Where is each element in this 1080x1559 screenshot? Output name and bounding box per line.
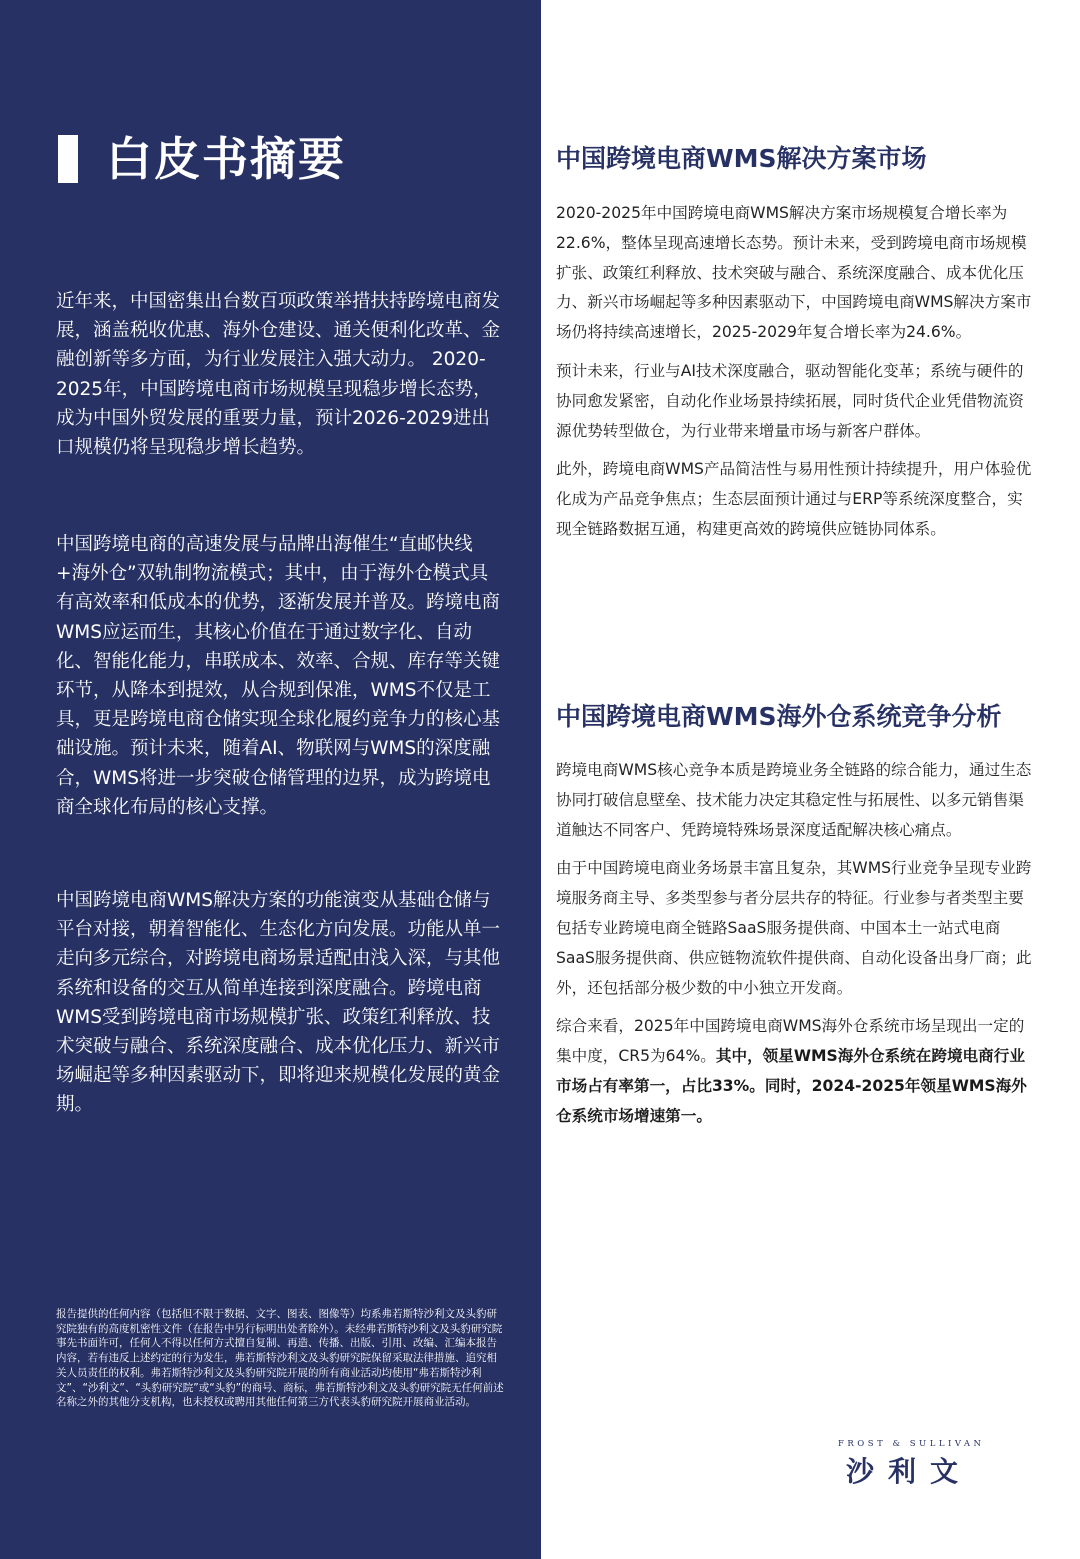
section-paragraph: 此外，跨境电商WMS产品简洁性与易用性预计持续提升，用户体验优化成为产品竞争焦点；生态层面预计通过与ERP等系统深度整合，实现全链路数据互通，构建更高效的跨境供应链协同体系。: [556, 460, 1032, 538]
section-title-competition: 中国跨境电商WMS海外仓系统竞争分析: [556, 702, 1002, 731]
page-title: 白皮书摘要: [106, 132, 346, 186]
section-paragraph: 2020-2025年中国跨境电商WMS解决方案市场规模复合增长率为22.6%，整体呈现高速增长态势。预计未来，受到跨境电商市场规模扩张、政策红利释放、技术突破与融合、系统深度融合、成本优化压力、新兴市场崛起等多种因素驱动下，中国跨境电商WMS解决方案市场仍将持续高速增长，2025-2029年复合增长率为24.6%。: [556, 204, 1032, 342]
section-body-competition: [556, 756, 1034, 1141]
section-paragraph: 跨境电商WMS核心竞争本质是跨境业务全链路的综合能力，通过生态协同打破信息壁垒、技术能力决定其稳定性与拓展性、以多元销售渠道触达不同客户、凭跨境特殊场景深度适配解决核心痛点。: [556, 761, 1032, 839]
section-title-market: 中国跨境电商WMS解决方案市场: [556, 144, 927, 173]
section-body-market: [556, 199, 1034, 554]
section-paragraph: 由于中国跨境电商业务场景丰富且复杂，其WMS行业竞争呈现专业跨境服务商主导、多类型参与者分层共存的特征。行业参与者类型主要包括专业跨境电商全链路SaaS服务提供商、中国本土一站式电商SaaS服务提供商、供应链物流软件提供商、自动化设备出身厂商；此外，还包括部分极少数的中小独立开发商。: [556, 859, 1032, 997]
title-accent-bar: [58, 135, 78, 183]
summary-paragraph: 中国跨境电商的高速发展与品牌出海催生“直邮快线+海外仓”双轨制物流模式；其中，由于海外仓模式具有高效率和低成本的优势，逐渐发展并普及。跨境电商WMS应运而生，其核心价值在于通过数字化、自动化、智能化能力，串联成本、效率、合规、库存等关键环节，从降本到提效，从合规到保准，WMS不仅是工具，更是跨境电商仓储实现全球化履约竞争力的核心基础设施。预计未来，随着AI、物联网与WMS的深度融合，WMS将进一步突破仓储管理的边界，成为跨境电商全球化布局的核心支撑。: [56, 534, 501, 818]
logo-chinese: 沙利文: [846, 1455, 973, 1488]
summary-paragraph: 中国跨境电商WMS解决方案的功能演变从基础仓储与平台对接，朝着智能化、生态化方向发展。功能从单一走向多元综合，对跨境电商场景适配由浅入深，与其他系统和设备的交互从简单连接到深度融合。跨境电商WMS受到跨境电商市场规模扩张、政策红利释放、技术突破与融合、系统深度融合、成本优化压力、新兴市场崛起等多种因素驱动下，即将迎来规模化发展的黄金期。: [56, 890, 501, 1116]
summary-paragraph: 近年来，中国密集出台数百项政策举措扶持跨境电商发展，涵盖税收优惠、海外仓建设、通关便利化改革、金融创新等多方面，为行业发展注入强大动力。 2020-2025年，中国跨境电商市场规模呈现稳步增长态势，成为中国外贸发展的重要力量，预计2026-2029进出口规模仍将呈现稳步增长趋势。: [56, 291, 501, 459]
logo-english: FROST & SULLIVAN: [838, 1439, 985, 1449]
section-paragraph: 预计未来，行业与AI技术深度融合，驱动智能化变革；系统与硬件的协同愈发紧密，自动化作业场景持续拓展，同时货代企业凭借物流资源优势转型做仓，为行业带来增量市场与新客户群体。: [556, 361, 1024, 440]
conclusion-text: 综合来看，2025年中国跨境电商WMS海外仓系统市场呈现出一定的集中度，CR5为64%。: [556, 1017, 1025, 1066]
disclaimer-text: 报告提供的任何内容（包括但不限于数据、文字、图表、图像等）均系弗若斯特沙利文及头豹研究院独有的高度机密性文件（在报告中另行标明出处者除外）。未经弗若斯特沙利文及头豹研究院事先书面许可，任何人不得以任何方式擅自复制、再造、传播、出版、引用、改编、汇编本报告内容，若有违反上述约定的行为发生，弗若斯特沙利文及头豹研究院保留采取法律措施、追究相关人员责任的权利。弗若斯特沙利文及头豹研究院开展的所有商业活动均使用“弗若斯特沙利文”、“沙利文”、“头豹研究院”或“头豹”的商号、商标，弗若斯特沙利文及头豹研究院无任何前述名称之外的其他分支机构，也未授权或聘用其他任何第三方代表头豹研究院开展商业活动。: [56, 1308, 504, 1409]
conclusion-highlight: 其中，领星WMS海外仓系统在跨境电商行业市场占有率第一，占比33%。同时，2024-2025年领星WMS海外仓系统市场增速第一。: [556, 1047, 1027, 1125]
section-paragraph-conclusion: [556, 1012, 1034, 1131]
